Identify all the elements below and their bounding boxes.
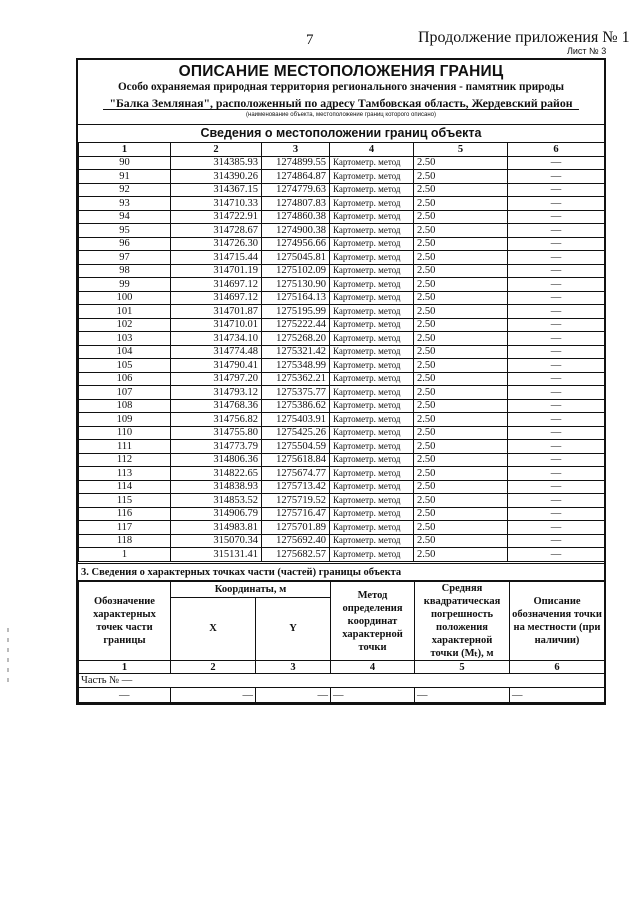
cell-accuracy: 2.50 [414, 521, 508, 535]
page-number: 7 [306, 32, 314, 48]
cell-coord-x: 314768.36 [171, 399, 262, 413]
cell-point-number: 100 [79, 291, 171, 305]
cell-method: Картометр. метод [330, 372, 414, 386]
cell-accuracy: 2.50 [414, 156, 508, 170]
cell-method: Картометр. метод [330, 170, 414, 184]
cell-coord-y: 1275403.91 [262, 413, 330, 427]
cell-coord-x: 314390.26 [171, 170, 262, 184]
col-number: 2 [171, 661, 256, 674]
cell-method: Картометр. метод [330, 345, 414, 359]
document-header [78, 60, 604, 125]
cell-description: — [508, 440, 605, 454]
cell-coord-x: 314756.82 [171, 413, 262, 427]
col-number: 5 [415, 661, 510, 674]
cell-method: Картометр. метод [330, 399, 414, 413]
cell-description: — [508, 467, 605, 481]
cell-description: — [508, 480, 605, 494]
cell-description: — [508, 548, 605, 562]
cell-coord-y: 1275618.84 [262, 453, 330, 467]
cell-description: — [508, 507, 605, 521]
cell-coord-x: 314906.79 [171, 507, 262, 521]
cell-method: Картометр. метод [330, 305, 414, 319]
col-number: 6 [508, 143, 605, 157]
cell-coord-y: 1275348.99 [262, 359, 330, 373]
cell-method: Картометр. метод [330, 426, 414, 440]
points-table [78, 142, 605, 562]
col-number: 6 [510, 661, 605, 674]
cell-point-number: 93 [79, 197, 171, 211]
cell-coord-x: 314797.20 [171, 372, 262, 386]
cell-description: — [508, 183, 605, 197]
cell-description: — [508, 156, 605, 170]
points-column-numbers [79, 143, 605, 157]
cell-description: — [508, 332, 605, 346]
cell-point-number: 118 [79, 534, 171, 548]
table-row [79, 345, 605, 359]
header-description: Описание обозначения точки на местности (при наличии) [510, 582, 605, 661]
cell-accuracy: 2.50 [414, 197, 508, 211]
cell-coord-y: 1275130.90 [262, 278, 330, 292]
cell-coord-x: 314697.12 [171, 291, 262, 305]
col-number: 1 [79, 143, 171, 157]
cell-method: Картометр. метод [330, 210, 414, 224]
cell-description: — [508, 251, 605, 265]
cell-coord-y: 1275692.40 [262, 534, 330, 548]
cell-dash: — [79, 688, 171, 703]
cell-coord-y: 1274899.55 [262, 156, 330, 170]
cell-coord-x: 314806.36 [171, 453, 262, 467]
cell-accuracy: 2.50 [414, 440, 508, 454]
table-row [79, 507, 605, 521]
cell-accuracy: 2.50 [414, 237, 508, 251]
cell-coord-x: 315131.41 [171, 548, 262, 562]
col-number: 3 [256, 661, 331, 674]
header-x: X [171, 597, 256, 660]
col-number: 1 [79, 661, 171, 674]
cell-method: Картометр. метод [330, 278, 414, 292]
cell-coord-x: 314838.93 [171, 480, 262, 494]
col-number: 4 [330, 143, 414, 157]
cell-method: Картометр. метод [330, 183, 414, 197]
cell-point-number: 103 [79, 332, 171, 346]
cell-dash: — [256, 688, 331, 703]
cell-coord-y: 1275716.47 [262, 507, 330, 521]
table-row [79, 413, 605, 427]
cell-description: — [508, 453, 605, 467]
cell-coord-x: 314734.10 [171, 332, 262, 346]
cell-accuracy: 2.50 [414, 170, 508, 184]
header-method: Метод определения координат характерной точки [331, 582, 415, 661]
cell-point-number: 114 [79, 480, 171, 494]
cell-dash: — [331, 688, 415, 703]
cell-coord-y: 1275682.57 [262, 548, 330, 562]
cell-coord-x: 315070.34 [171, 534, 262, 548]
parts-row [79, 688, 605, 703]
cell-accuracy: 2.50 [414, 480, 508, 494]
cell-method: Картометр. метод [330, 251, 414, 265]
cell-accuracy: 2.50 [414, 305, 508, 319]
cell-point-number: 117 [79, 521, 171, 535]
cell-method: Картометр. метод [330, 494, 414, 508]
table-row [79, 494, 605, 508]
cell-description: — [508, 521, 605, 535]
table-row [79, 224, 605, 238]
cell-accuracy: 2.50 [414, 413, 508, 427]
cell-description: — [508, 291, 605, 305]
cell-description: — [508, 264, 605, 278]
cell-description: — [508, 534, 605, 548]
cell-method: Картометр. метод [330, 507, 414, 521]
cell-accuracy: 2.50 [414, 467, 508, 481]
table-row [79, 305, 605, 319]
cell-coord-x: 314701.87 [171, 305, 262, 319]
table-row [79, 156, 605, 170]
cell-description: — [508, 278, 605, 292]
table-row [79, 183, 605, 197]
cell-dash: — [415, 688, 510, 703]
table-row [79, 210, 605, 224]
header-coordinates: Координаты, м [171, 582, 331, 598]
cell-coord-x: 314790.41 [171, 359, 262, 373]
cell-coord-y: 1274807.83 [262, 197, 330, 211]
cell-accuracy: 2.50 [414, 318, 508, 332]
cell-accuracy: 2.50 [414, 251, 508, 265]
table-row [79, 548, 605, 562]
cell-coord-x: 314793.12 [171, 386, 262, 400]
cell-coord-x: 314853.52 [171, 494, 262, 508]
cell-method: Картометр. метод [330, 480, 414, 494]
col-number: 5 [414, 143, 508, 157]
cell-method: Картометр. метод [330, 467, 414, 481]
cell-point-number: 104 [79, 345, 171, 359]
cell-description: — [508, 372, 605, 386]
cell-point-number: 1 [79, 548, 171, 562]
table-row [79, 453, 605, 467]
cell-description: — [508, 359, 605, 373]
cell-coord-y: 1275164.13 [262, 291, 330, 305]
parts-column-numbers [79, 661, 605, 674]
cell-accuracy: 2.50 [414, 264, 508, 278]
cell-coord-y: 1275719.52 [262, 494, 330, 508]
table-row [79, 237, 605, 251]
cell-description: — [508, 170, 605, 184]
object-name-line-1: Особо охраняемая природная территория регионального значения - памятник природы [117, 81, 565, 93]
cell-coord-x: 314822.65 [171, 467, 262, 481]
cell-coord-y: 1275321.42 [262, 345, 330, 359]
cell-point-number: 105 [79, 359, 171, 373]
cell-coord-y: 1275713.42 [262, 480, 330, 494]
document-frame [76, 58, 606, 705]
cell-description: — [508, 305, 605, 319]
cell-description: — [508, 210, 605, 224]
cell-method: Картометр. метод [330, 291, 414, 305]
cell-method: Картометр. метод [330, 264, 414, 278]
cell-accuracy: 2.50 [414, 399, 508, 413]
cell-accuracy: 2.50 [414, 453, 508, 467]
cell-description: — [508, 413, 605, 427]
cell-accuracy: 2.50 [414, 359, 508, 373]
table-row [79, 197, 605, 211]
cell-accuracy: 2.50 [414, 386, 508, 400]
cell-coord-y: 1275425.26 [262, 426, 330, 440]
cell-point-number: 98 [79, 264, 171, 278]
cell-description: — [508, 426, 605, 440]
cell-method: Картометр. метод [330, 386, 414, 400]
appendix-title: Продолжение приложения № 1 [418, 29, 630, 46]
table-row [79, 372, 605, 386]
cell-coord-x: 314755.80 [171, 426, 262, 440]
object-caption: (наименование объекта, местоположение границ которого описано) [246, 112, 436, 118]
header-y: Y [256, 597, 331, 660]
cell-coord-y: 1275222.44 [262, 318, 330, 332]
cell-accuracy: 2.50 [414, 548, 508, 562]
cell-coord-x: 314774.48 [171, 345, 262, 359]
cell-point-number: 92 [79, 183, 171, 197]
cell-description: — [508, 197, 605, 211]
table-row [79, 278, 605, 292]
cell-point-number: 107 [79, 386, 171, 400]
document-title: ОПИСАНИЕ МЕСТОПОЛОЖЕНИЯ ГРАНИЦ [178, 63, 504, 80]
cell-method: Картометр. метод [330, 453, 414, 467]
table-row [79, 534, 605, 548]
parts-section-title: 3. Сведения о характерных точках части (частей) границы объекта [78, 563, 604, 581]
part-label: Часть № — [79, 674, 605, 688]
cell-description: — [508, 237, 605, 251]
cell-description: — [508, 494, 605, 508]
table-row [79, 251, 605, 265]
cell-method: Картометр. метод [330, 237, 414, 251]
cell-accuracy: 2.50 [414, 426, 508, 440]
cell-point-number: 108 [79, 399, 171, 413]
cell-dash: — [171, 688, 256, 703]
col-number: 3 [262, 143, 330, 157]
cell-point-number: 91 [79, 170, 171, 184]
cell-coord-x: 314701.19 [171, 264, 262, 278]
cell-point-number: 101 [79, 305, 171, 319]
cell-coord-y: 1274900.38 [262, 224, 330, 238]
cell-coord-y: 1274779.63 [262, 183, 330, 197]
cell-point-number: 110 [79, 426, 171, 440]
cell-accuracy: 2.50 [414, 372, 508, 386]
cell-accuracy: 2.50 [414, 494, 508, 508]
cell-method: Картометр. метод [330, 224, 414, 238]
cell-method: Картометр. метод [330, 534, 414, 548]
cell-coord-y: 1275102.09 [262, 264, 330, 278]
cell-coord-y: 1275195.99 [262, 305, 330, 319]
cell-point-number: 111 [79, 440, 171, 454]
cell-description: — [508, 386, 605, 400]
cell-coord-x: 314710.33 [171, 197, 262, 211]
cell-point-number: 109 [79, 413, 171, 427]
cell-description: — [508, 224, 605, 238]
cell-point-number: 116 [79, 507, 171, 521]
cell-accuracy: 2.50 [414, 345, 508, 359]
cell-coord-x: 314983.81 [171, 521, 262, 535]
cell-method: Картометр. метод [330, 332, 414, 346]
cell-coord-y: 1275674.77 [262, 467, 330, 481]
cell-coord-y: 1275386.62 [262, 399, 330, 413]
cell-coord-x: 314722.91 [171, 210, 262, 224]
cell-point-number: 90 [79, 156, 171, 170]
cell-coord-y: 1274956.66 [262, 237, 330, 251]
table-row [79, 467, 605, 481]
cell-coord-x: 314726.30 [171, 237, 262, 251]
cell-accuracy: 2.50 [414, 291, 508, 305]
cell-coord-y: 1275268.20 [262, 332, 330, 346]
cell-method: Картометр. метод [330, 521, 414, 535]
table-row [79, 332, 605, 346]
table-row [79, 318, 605, 332]
object-name-line-2: "Балка Земляная", расположенный по адресу Тамбовская область, Жердевский район [103, 97, 578, 110]
cell-method: Картометр. метод [330, 156, 414, 170]
cell-point-number: 99 [79, 278, 171, 292]
parts-table [78, 581, 605, 703]
col-number: 4 [331, 661, 415, 674]
cell-accuracy: 2.50 [414, 278, 508, 292]
cell-method: Картометр. метод [330, 440, 414, 454]
header-point-designation: Обозначение характерных точек части границы [79, 582, 171, 661]
cell-coord-y: 1275504.59 [262, 440, 330, 454]
cell-point-number: 115 [79, 494, 171, 508]
cell-coord-x: 314367.15 [171, 183, 262, 197]
cell-point-number: 106 [79, 372, 171, 386]
cell-method: Картометр. метод [330, 548, 414, 562]
table-row [79, 359, 605, 373]
table-row [79, 170, 605, 184]
cell-point-number: 113 [79, 467, 171, 481]
table-row [79, 440, 605, 454]
cell-coord-x: 314728.67 [171, 224, 262, 238]
cell-point-number: 94 [79, 210, 171, 224]
cell-point-number: 102 [79, 318, 171, 332]
cell-accuracy: 2.50 [414, 534, 508, 548]
table-row [79, 386, 605, 400]
table-row [79, 426, 605, 440]
cell-method: Картометр. метод [330, 359, 414, 373]
cell-method: Картометр. метод [330, 318, 414, 332]
table-row [79, 480, 605, 494]
cell-coord-x: 314773.79 [171, 440, 262, 454]
cell-description: — [508, 318, 605, 332]
table-row [79, 264, 605, 278]
cell-description: — [508, 345, 605, 359]
cell-coord-x: 314385.93 [171, 156, 262, 170]
cell-dash: — [510, 688, 605, 703]
cell-coord-x: 314710.01 [171, 318, 262, 332]
cell-coord-y: 1275701.89 [262, 521, 330, 535]
cell-point-number: 112 [79, 453, 171, 467]
cell-method: Картометр. метод [330, 197, 414, 211]
cell-accuracy: 2.50 [414, 183, 508, 197]
cell-accuracy: 2.50 [414, 332, 508, 346]
cell-accuracy: 2.50 [414, 210, 508, 224]
cell-accuracy: 2.50 [414, 507, 508, 521]
cell-method: Картометр. метод [330, 413, 414, 427]
cell-point-number: 96 [79, 237, 171, 251]
cell-point-number: 97 [79, 251, 171, 265]
cell-coord-y: 1275362.21 [262, 372, 330, 386]
header-accuracy: Средняя квадратическая погрешность положения характерной точки (Mₜ), м [415, 582, 510, 661]
cell-coord-y: 1275375.77 [262, 386, 330, 400]
cell-accuracy: 2.50 [414, 224, 508, 238]
cell-coord-x: 314715.44 [171, 251, 262, 265]
cell-coord-x: 314697.12 [171, 278, 262, 292]
cell-coord-y: 1274860.38 [262, 210, 330, 224]
col-number: 2 [171, 143, 262, 157]
cell-coord-y: 1275045.81 [262, 251, 330, 265]
table-row [79, 291, 605, 305]
margin-marks [6, 628, 10, 698]
table-row [79, 521, 605, 535]
sheet-number: Лист № 3 [567, 46, 607, 56]
cell-point-number: 95 [79, 224, 171, 238]
cell-description: — [508, 399, 605, 413]
table-row [79, 399, 605, 413]
cell-coord-y: 1274864.87 [262, 170, 330, 184]
section-title: Сведения о местоположении границ объекта [78, 124, 604, 143]
